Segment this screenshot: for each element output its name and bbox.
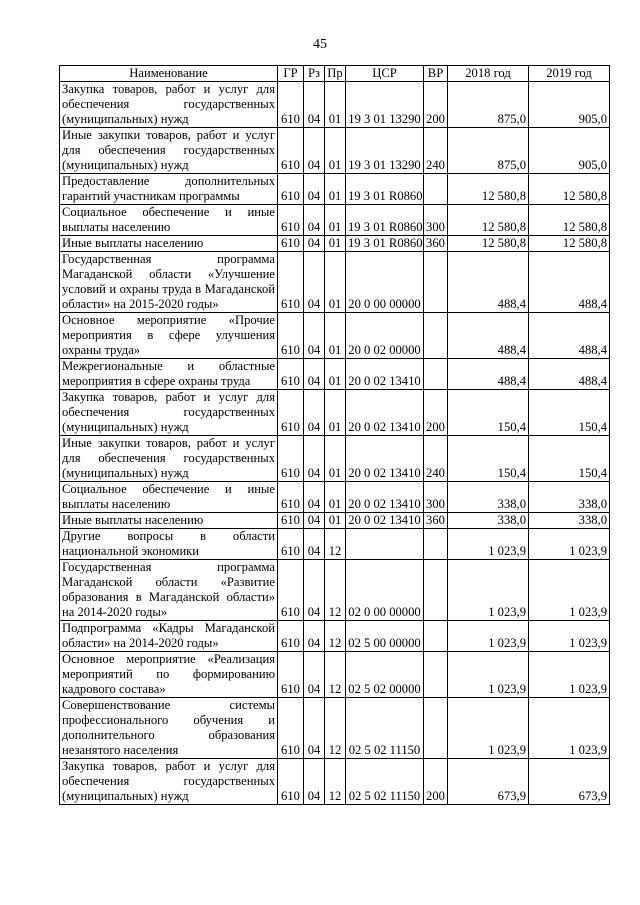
cell-rz: 04 bbox=[304, 482, 325, 513]
cell-gr: 610 bbox=[278, 652, 304, 698]
cell-pr: 12 bbox=[325, 759, 346, 805]
cell-gr: 610 bbox=[278, 128, 304, 174]
cell-pr: 01 bbox=[325, 390, 346, 436]
table-row bbox=[60, 621, 610, 652]
cell-pr: 01 bbox=[325, 313, 346, 359]
cell-rz: 04 bbox=[304, 390, 325, 436]
table-row bbox=[60, 759, 610, 805]
cell-gr: 610 bbox=[278, 560, 304, 621]
cell-gr: 610 bbox=[278, 513, 304, 529]
cell-csr: 19 3 01 13290 bbox=[346, 82, 424, 128]
cell-rz: 04 bbox=[304, 436, 325, 482]
page-number: 45 bbox=[313, 37, 327, 52]
cell-2018: 1 023,9 bbox=[448, 698, 529, 759]
cell-2018: 1 023,9 bbox=[448, 560, 529, 621]
cell-vr bbox=[424, 652, 448, 698]
cell-2019: 150,4 bbox=[529, 436, 610, 482]
cell-name: Совершенствование системы профессионального обучения и дополнительного образования незанятого населения bbox=[60, 698, 278, 759]
cell-2019: 1 023,9 bbox=[529, 621, 610, 652]
cell-csr: 20 0 02 13410 bbox=[346, 359, 424, 390]
cell-2018: 1 023,9 bbox=[448, 529, 529, 560]
cell-csr: 02 0 00 00000 bbox=[346, 560, 424, 621]
cell-2019: 488,4 bbox=[529, 313, 610, 359]
cell-name: Закупка товаров, работ и услуг для обеспечения государственных (муниципальных) нужд bbox=[60, 390, 278, 436]
cell-pr: 01 bbox=[325, 513, 346, 529]
header-2019: 2019 год bbox=[529, 66, 610, 82]
cell-pr: 12 bbox=[325, 560, 346, 621]
header-name: Наименование bbox=[60, 66, 278, 82]
cell-name: Подпрограмма «Кадры Магаданской области» на 2014-2020 годы» bbox=[60, 621, 278, 652]
header-2018: 2018 год bbox=[448, 66, 529, 82]
cell-2018: 1 023,9 bbox=[448, 652, 529, 698]
cell-name: Закупка товаров, работ и услуг для обеспечения государственных (муниципальных) нужд bbox=[60, 82, 278, 128]
cell-name: Государственная программа Магаданской области «Улучшение условий и охраны труда в Магаданской области» на 2015-2020 годы» bbox=[60, 252, 278, 313]
cell-2019: 338,0 bbox=[529, 482, 610, 513]
table-row bbox=[60, 436, 610, 482]
cell-2018: 875,0 bbox=[448, 128, 529, 174]
cell-csr: 02 5 02 11150 bbox=[346, 759, 424, 805]
cell-rz: 04 bbox=[304, 174, 325, 205]
cell-gr: 610 bbox=[278, 359, 304, 390]
cell-2019: 905,0 bbox=[529, 128, 610, 174]
cell-rz: 04 bbox=[304, 529, 325, 560]
cell-csr: 20 0 02 00000 bbox=[346, 313, 424, 359]
cell-vr: 200 bbox=[424, 82, 448, 128]
cell-name: Закупка товаров, работ и услуг для обеспечения государственных (муниципальных) нужд bbox=[60, 759, 278, 805]
cell-vr: 360 bbox=[424, 513, 448, 529]
cell-rz: 04 bbox=[304, 513, 325, 529]
cell-pr: 01 bbox=[325, 436, 346, 482]
cell-gr: 610 bbox=[278, 236, 304, 252]
cell-rz: 04 bbox=[304, 621, 325, 652]
cell-2019: 488,4 bbox=[529, 252, 610, 313]
cell-rz: 04 bbox=[304, 359, 325, 390]
cell-vr: 360 bbox=[424, 236, 448, 252]
cell-2019: 12 580,8 bbox=[529, 205, 610, 236]
budget-table bbox=[59, 65, 610, 805]
cell-gr: 610 bbox=[278, 698, 304, 759]
cell-gr: 610 bbox=[278, 482, 304, 513]
table-body bbox=[60, 82, 610, 805]
cell-2019: 905,0 bbox=[529, 82, 610, 128]
cell-pr: 01 bbox=[325, 252, 346, 313]
cell-rz: 04 bbox=[304, 128, 325, 174]
cell-2018: 338,0 bbox=[448, 482, 529, 513]
table-row bbox=[60, 390, 610, 436]
header-row bbox=[60, 66, 610, 82]
cell-vr bbox=[424, 560, 448, 621]
cell-rz: 04 bbox=[304, 82, 325, 128]
table-header bbox=[60, 66, 610, 82]
table-row bbox=[60, 652, 610, 698]
cell-csr bbox=[346, 529, 424, 560]
cell-2018: 488,4 bbox=[448, 252, 529, 313]
cell-name: Иные выплаты населению bbox=[60, 513, 278, 529]
cell-name: Иные закупки товаров, работ и услуг для обеспечения государственных (муниципальных) нужд bbox=[60, 128, 278, 174]
cell-csr: 02 5 02 11150 bbox=[346, 698, 424, 759]
cell-2018: 338,0 bbox=[448, 513, 529, 529]
cell-name: Иные выплаты населению bbox=[60, 236, 278, 252]
cell-rz: 04 bbox=[304, 205, 325, 236]
cell-2018: 12 580,8 bbox=[448, 236, 529, 252]
cell-rz: 04 bbox=[304, 652, 325, 698]
cell-gr: 610 bbox=[278, 390, 304, 436]
cell-2019: 1 023,9 bbox=[529, 698, 610, 759]
cell-vr: 300 bbox=[424, 482, 448, 513]
cell-rz: 04 bbox=[304, 313, 325, 359]
cell-pr: 12 bbox=[325, 652, 346, 698]
cell-2018: 673,9 bbox=[448, 759, 529, 805]
cell-pr: 12 bbox=[325, 698, 346, 759]
cell-csr: 20 0 02 13410 bbox=[346, 482, 424, 513]
cell-pr: 12 bbox=[325, 529, 346, 560]
cell-pr: 01 bbox=[325, 82, 346, 128]
cell-vr bbox=[424, 174, 448, 205]
table-row bbox=[60, 252, 610, 313]
header-rz: Рз bbox=[304, 66, 325, 82]
cell-vr: 200 bbox=[424, 759, 448, 805]
cell-vr bbox=[424, 698, 448, 759]
cell-2019: 1 023,9 bbox=[529, 560, 610, 621]
cell-gr: 610 bbox=[278, 759, 304, 805]
cell-gr: 610 bbox=[278, 529, 304, 560]
cell-pr: 01 bbox=[325, 128, 346, 174]
cell-2018: 1 023,9 bbox=[448, 621, 529, 652]
cell-vr: 240 bbox=[424, 128, 448, 174]
cell-vr bbox=[424, 529, 448, 560]
cell-csr: 19 3 01 R0860 bbox=[346, 205, 424, 236]
table-row bbox=[60, 205, 610, 236]
cell-2018: 12 580,8 bbox=[448, 174, 529, 205]
cell-gr: 610 bbox=[278, 436, 304, 482]
cell-gr: 610 bbox=[278, 205, 304, 236]
cell-2019: 338,0 bbox=[529, 513, 610, 529]
cell-name: Социальное обеспечение и иные выплаты населению bbox=[60, 482, 278, 513]
cell-rz: 04 bbox=[304, 759, 325, 805]
cell-2019: 488,4 bbox=[529, 359, 610, 390]
cell-2018: 488,4 bbox=[448, 359, 529, 390]
cell-csr: 19 3 01 R0860 bbox=[346, 236, 424, 252]
cell-name: Социальное обеспечение и иные выплаты населению bbox=[60, 205, 278, 236]
header-csr: ЦСР bbox=[346, 66, 424, 82]
table-row bbox=[60, 174, 610, 205]
cell-csr: 20 0 02 13410 bbox=[346, 436, 424, 482]
cell-name: Другие вопросы в области национальной экономики bbox=[60, 529, 278, 560]
table-row bbox=[60, 513, 610, 529]
cell-pr: 12 bbox=[325, 621, 346, 652]
cell-2018: 488,4 bbox=[448, 313, 529, 359]
cell-pr: 01 bbox=[325, 205, 346, 236]
cell-vr: 200 bbox=[424, 390, 448, 436]
table-row bbox=[60, 236, 610, 252]
table-row bbox=[60, 82, 610, 128]
cell-2019: 1 023,9 bbox=[529, 652, 610, 698]
table-row bbox=[60, 128, 610, 174]
cell-rz: 04 bbox=[304, 560, 325, 621]
cell-csr: 02 5 02 00000 bbox=[346, 652, 424, 698]
cell-csr: 19 3 01 13290 bbox=[346, 128, 424, 174]
cell-csr: 20 0 02 13410 bbox=[346, 390, 424, 436]
cell-vr bbox=[424, 621, 448, 652]
cell-gr: 610 bbox=[278, 252, 304, 313]
cell-gr: 610 bbox=[278, 174, 304, 205]
cell-csr: 19 3 01 R0860 bbox=[346, 174, 424, 205]
cell-2019: 150,4 bbox=[529, 390, 610, 436]
cell-vr: 240 bbox=[424, 436, 448, 482]
cell-pr: 01 bbox=[325, 359, 346, 390]
cell-vr bbox=[424, 313, 448, 359]
cell-2018: 150,4 bbox=[448, 436, 529, 482]
cell-2019: 12 580,8 bbox=[529, 236, 610, 252]
cell-pr: 01 bbox=[325, 174, 346, 205]
cell-csr: 20 0 02 13410 bbox=[346, 513, 424, 529]
cell-rz: 04 bbox=[304, 236, 325, 252]
table-row bbox=[60, 482, 610, 513]
cell-2018: 150,4 bbox=[448, 390, 529, 436]
cell-csr: 02 5 00 00000 bbox=[346, 621, 424, 652]
cell-2018: 12 580,8 bbox=[448, 205, 529, 236]
header-pr: Пр bbox=[325, 66, 346, 82]
table-row bbox=[60, 529, 610, 560]
header-vr: ВР bbox=[424, 66, 448, 82]
cell-name: Иные закупки товаров, работ и услуг для обеспечения государственных (муниципальных) нужд bbox=[60, 436, 278, 482]
cell-pr: 01 bbox=[325, 236, 346, 252]
cell-name: Основное мероприятие «Прочие мероприятия в сфере улучшения охраны труда» bbox=[60, 313, 278, 359]
cell-pr: 01 bbox=[325, 482, 346, 513]
cell-rz: 04 bbox=[304, 698, 325, 759]
cell-csr: 20 0 00 00000 bbox=[346, 252, 424, 313]
header-gr: ГР bbox=[278, 66, 304, 82]
table-row bbox=[60, 560, 610, 621]
cell-2019: 1 023,9 bbox=[529, 529, 610, 560]
cell-name: Предоставление дополнительных гарантий участникам программы bbox=[60, 174, 278, 205]
cell-vr: 300 bbox=[424, 205, 448, 236]
cell-2019: 673,9 bbox=[529, 759, 610, 805]
cell-vr bbox=[424, 359, 448, 390]
cell-2019: 12 580,8 bbox=[529, 174, 610, 205]
cell-gr: 610 bbox=[278, 621, 304, 652]
cell-rz: 04 bbox=[304, 252, 325, 313]
cell-2018: 875,0 bbox=[448, 82, 529, 128]
cell-name: Межрегиональные и областные мероприятия в сфере охраны труда bbox=[60, 359, 278, 390]
table-row bbox=[60, 359, 610, 390]
table-row bbox=[60, 698, 610, 759]
cell-name: Основное мероприятие «Реализация мероприятий по формированию кадрового состава» bbox=[60, 652, 278, 698]
cell-gr: 610 bbox=[278, 313, 304, 359]
cell-name: Государственная программа Магаданской области «Развитие образования в Магаданской области» на 2014-2020 годы» bbox=[60, 560, 278, 621]
table-row bbox=[60, 313, 610, 359]
cell-vr bbox=[424, 252, 448, 313]
cell-gr: 610 bbox=[278, 82, 304, 128]
